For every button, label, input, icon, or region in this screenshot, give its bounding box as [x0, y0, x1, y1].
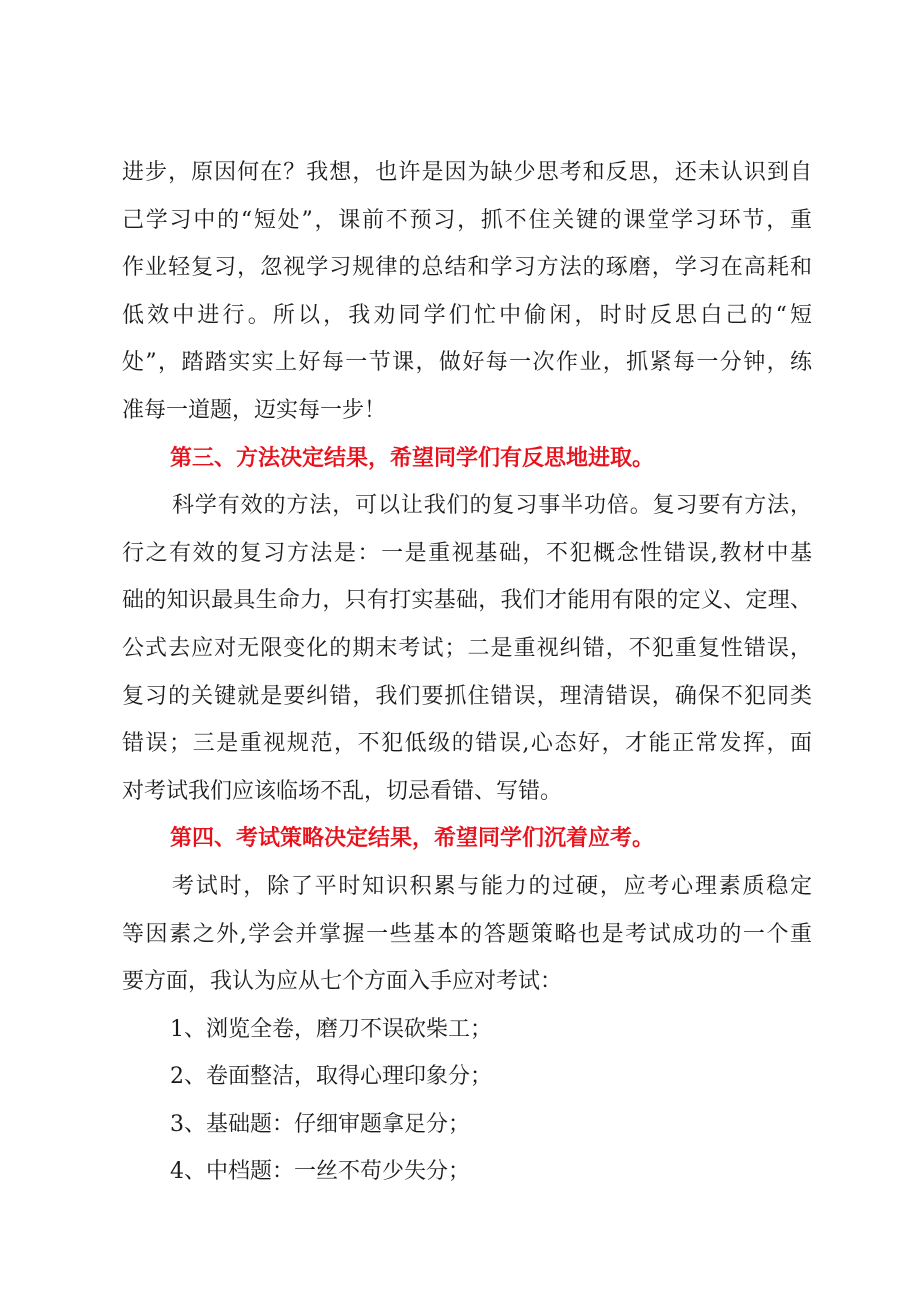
paragraph-line: 础的知识最具生命力，只有打实基础，我们才能用有限的定义、定理、 — [122, 588, 812, 614]
document-page — [122, 149, 812, 1196]
strategy-list — [122, 1006, 812, 1196]
paragraph-line: 科学有效的方法，可以让我们的复习事半功倍。复习要有方法， — [172, 493, 812, 519]
paragraph-line: 作业轻复习，忽视学习规律的总结和学习方法的琢磨，学习在高耗和 — [122, 255, 812, 281]
list-item: 3、基础题：仔细审题拿足分； — [170, 1111, 470, 1137]
paragraph-line: 己学习中的“短处”，课前不预习，抓不住关键的课堂学习环节，重 — [122, 207, 812, 233]
paragraph-line: 准每一道题，迈实每一步！ — [122, 397, 387, 423]
paragraph-line: 进步，原因何在？我想，也许是因为缺少思考和反思，还未认识到自 — [122, 160, 812, 185]
paragraph-line: 行之有效的复习方法是：一是重视基础，不犯概念性错误,教材中基 — [122, 540, 812, 566]
paragraph-line: 对考试我们应该临场不乱，切忌看错、写错。 — [122, 778, 563, 804]
list-item: 2、卷面整洁，取得心理印象分； — [170, 1064, 492, 1090]
paragraph-line: 考试时，除了平时知识积累与能力的过硬，应考心理素质稳定 — [172, 873, 812, 899]
paragraph-line: 复习的关键就是要纠错，我们要抓住错误，理清错误，确保不犯同类 — [122, 683, 812, 709]
paragraph-line: 公式去应对无限变化的期末考试；二是重视纠错，不犯重复性错误， — [122, 635, 812, 661]
section-heading-4: 第四、考试策略决定结果，希望同学们沉着应考。 — [170, 826, 655, 852]
paragraph-line: 处”，踏踏实实上好每一节课，做好每一次作业，抓紧每一分钟，练 — [122, 350, 812, 376]
section-heading-3: 第三、方法决定结果，希望同学们有反思地进取。 — [170, 445, 655, 471]
paragraph-2 — [122, 482, 812, 815]
list-item: 4、中档题：一丝不苟少失分； — [170, 1159, 470, 1185]
paragraph-line: 要方面，我认为应从七个方面入手应对考试： — [122, 969, 563, 995]
list-item: 1、浏览全卷，磨刀不误砍柴工； — [170, 1016, 492, 1042]
paragraph-1 — [122, 149, 812, 435]
paragraph-line: 错误；三是重视规范，不犯低级的错误,心态好，才能正常发挥，面 — [122, 731, 812, 757]
paragraph-line: 低效中进行。所以，我劝同学们忙中偷闲，时时反思白己的“短 — [122, 302, 812, 328]
paragraph-3 — [122, 863, 812, 1006]
paragraph-line: 等因素之外,学会并掌握一些基本的答题策略也是考试成功的一个重 — [122, 921, 812, 947]
